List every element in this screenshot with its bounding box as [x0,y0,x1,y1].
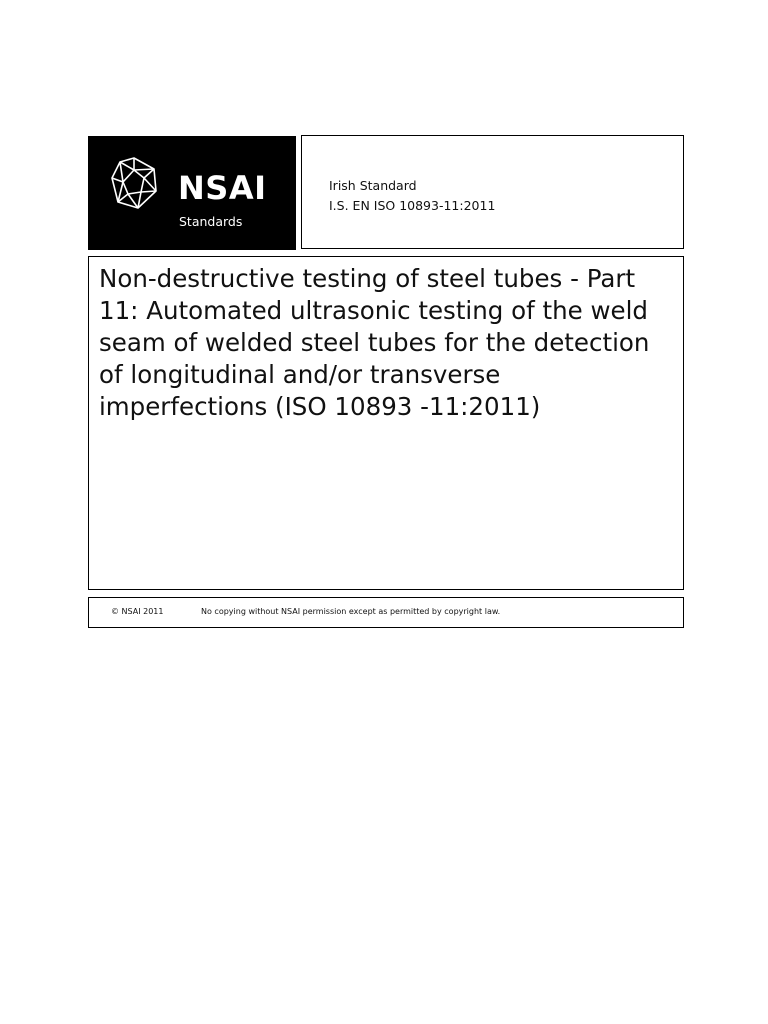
standard-number: I.S. EN ISO 10893-11:2011 [329,198,496,213]
document-title: Non-destructive testing of steel tubes - Part 11: Automated ultrasonic testing of the weld seam of welded steel tubes for the detection of longitudinal and/or transverse imperfections (ISO 10893 -11:2011) [99,264,650,421]
standard-info-box [301,135,684,249]
logo-subtitle: Standards [179,214,243,229]
copyright-footer [88,597,684,628]
standard-type: Irish Standard [329,178,417,193]
logo-wordmark: NSAI [178,169,267,207]
nsai-logo-block [88,136,296,250]
copyright-notice: No copying without NSAI permission except as permitted by copyright law. [201,607,501,616]
nsai-crystal-logo-icon [110,156,158,210]
title-box [88,256,684,590]
copyright-text: © NSAI 2011 [111,607,164,616]
